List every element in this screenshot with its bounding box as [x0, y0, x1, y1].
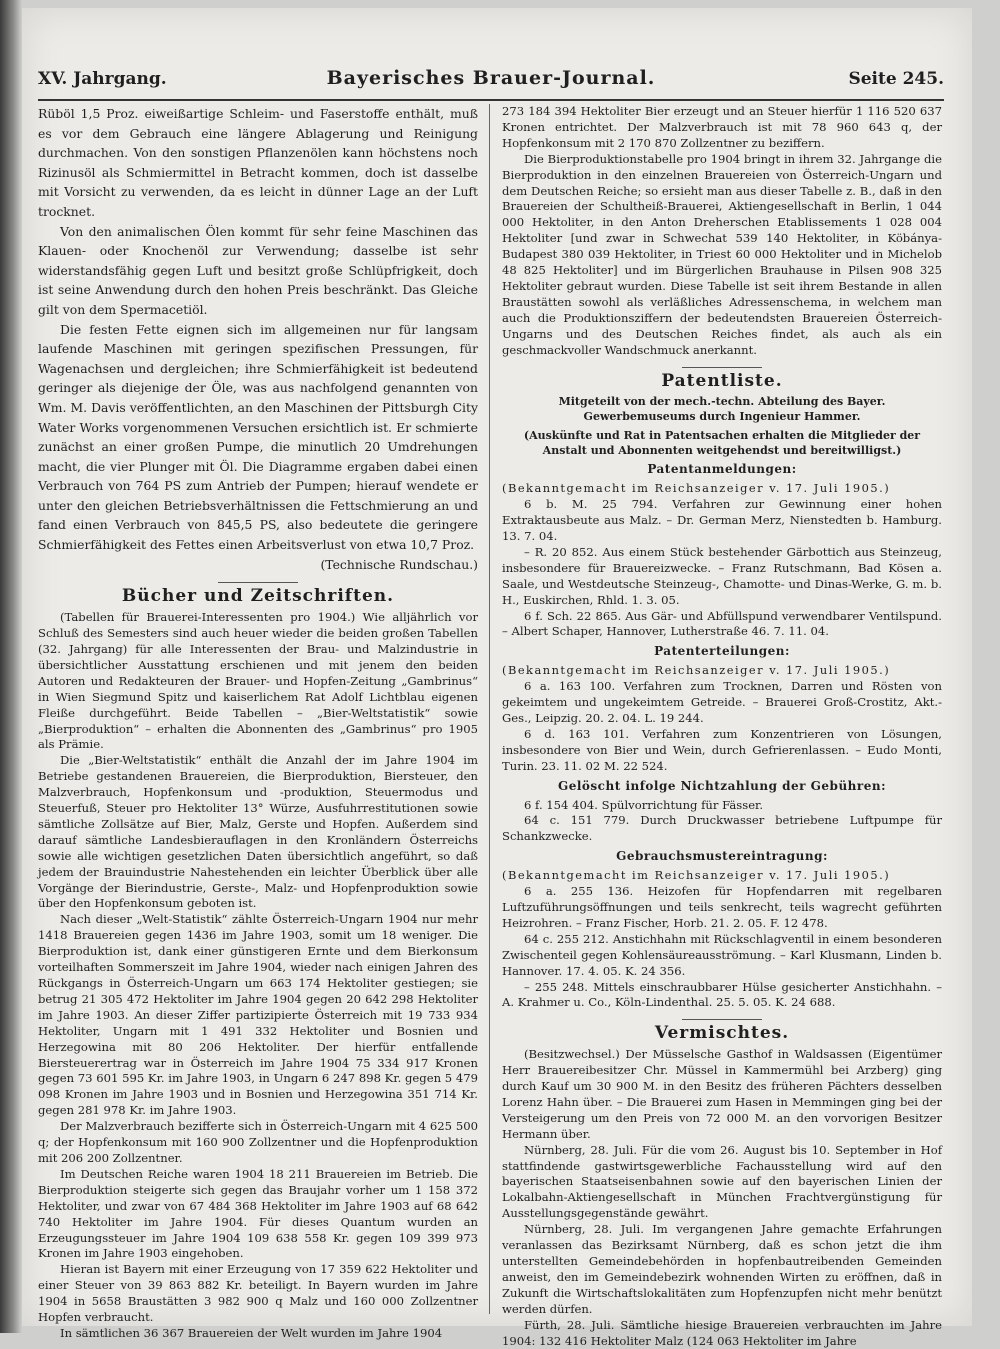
- patent-entry: 6 b. M. 25 794. Verfahren zur Gewinnung einer hohen Extraktausbeute aus Malz. – Dr. German Merz, Nienstedten b. Hamburg. 13. 7. 04.: [502, 497, 942, 544]
- paragraph: 273 184 394 Hektoliter Bier erzeugt und an Steuer hierfür 1 116 520 637 Kronen entrichtet. Der Malzverbrauch ist mit 78 960 643 q, der Hopfenkonsum mit 2 170 870 Zollzentner zu beziffern.: [502, 104, 942, 150]
- patent-entry: – 255 248. Mittels einschraubbarer Hülse gesicherter Anstichhahn. – A. Krahmer u. Co., Köln-Lindenthal. 25. 5. 05. K. 24 688.: [502, 979, 942, 1010]
- section-rule: [682, 1019, 762, 1020]
- section-rule: [218, 582, 298, 583]
- paragraph: Nach dieser „Welt-Statistik“ zählte Österreich-Ungarn 1904 nur mehr 1418 Brauereien gegen 1436 im Jahre 1903, somit um 18 weniger. Die Bierproduktion ist, dank einer günstigeren Ernte und dem Bierkonsum vorteilhaften Sommerszeit im Jahre 1904, wieder nach einigen Jahren des Rückgangs in Österreich-Ungarn um 663 174 Hektoliter gestiegen; sie betrug 21 305 472 Hektoliter im Jahre 1904 gegen 20 642 298 Hektoliter im Jahre 1903. An dieser Ziffer partizipierte Österreich mit 19 733 934 Hektoliter, Ungarn mit 1 491 332 Hektoliter und Bosnien und Herzegowina mit 80 206 Hektoliter. Der hierfür entfallende Biersteuerertrag war in Österreich im Jahre 1904 75 334 917 Kronen gegen 73 601 595 Kr. im Jahre 1903, in Ungarn 6 247 898 Kr. gegen 5 479 098 Kronen im Jahre 1903 und in Bosnien und Herzegowina 351 714 Kr. gegen 281 978 Kr. im Jahre 1903.: [38, 912, 478, 1118]
- newspaper-page: [22, 8, 972, 1348]
- subsection-erteilungen: Patenterteilungen:: [654, 644, 790, 659]
- publication-note: (Bekanntgemacht im Reichsanzeiger v. 17. Juli 1905.): [502, 663, 891, 678]
- paragraph: Von den animalischen Ölen kommt für sehr feine Maschinen das Klauen- oder Knochenöl zur Verwendung; dasselbe ist sehr widerstandsfähig gegen Luft und besitzt große Schlüpfrigkeit, doch ist seine Anwendung durch den hohen Preis beschränkt. Das Gleiche gilt von dem Spermacetiöl.: [38, 223, 478, 317]
- section-rule: [682, 367, 762, 368]
- news-item: Nürnberg, 28. Juli. Für die vom 26. August bis 10. September in Hof stattfindende gastwirtsgewerbliche Fachausstellung wird auf den bayerischen Staatseisenbahnen sowie auf den bayerischen Linien der Lokalbahn-Aktiengesellschaft in München Frachtvergünstigung für Ausstellungsgegenstände gewährt.: [502, 1142, 942, 1221]
- paragraph: Die Bierproduktionstabelle pro 1904 bringt in ihrem 32. Jahrgange die Bierproduktion in den einzelnen Brauereien von Österreich-Ungarn und dem Deutschen Reiche; so ersieht man aus dieser Tabelle z. B., daß in den Brauereien der Schultheiß-Brauerei, Aktiengesellschaft in Berlin, 1 044 000 Hektoliter, in den Anton Dreherschen Etablissements 1 028 004 Hektoliter [und zwar in Schwechat 539 140 Hektoliter, in Köbánya-Budapest 380 039 Hektoliter, in Triest 60 000 Hektoliter und in Michelob 48 825 Hektoliter] und im Bürgerlichen Brauhause in Pilsen 908 325 Hektoliter gebraut wurden. Diese Tabelle ist seit ihrem Bestande in allen Braustätten sowohl als verläßliches Adressenschema, in welchem man auch die Produktionsziffern der bedeutendsten Brauereien Österreich-Ungarns und des Deutschen Reiches findet, als auch als ein geschmackvoller Wandschmuck anerkannt.: [502, 151, 942, 357]
- patent-entry: 64 c. 151 779. Durch Druckwasser betriebene Luftpumpe für Schankzwecke.: [502, 813, 942, 844]
- page-number: Seite 245.: [848, 69, 944, 89]
- publication-note: (Bekanntgemacht im Reichsanzeiger v. 17. Juli 1905.): [502, 481, 891, 496]
- section-title-buecher: Bücher und Zeitschriften.: [121, 586, 395, 607]
- paragraph: Hieran ist Bayern mit einer Erzeugung von 17 359 622 Hektoliter und einer Steuer von 39 863 882 Kr. beteiligt. In Bayern wurden im Jahre 1904 in 5658 Braustätten 3 982 900 q Malz und 160 000 Zollzentner Hopfen verbraucht.: [38, 1262, 478, 1325]
- patent-entry: – R. 20 852. Aus einem Stück bestehender Gärbottich aus Steinzeug, insbesondere für Brauereizwecke. – Franz Rutschmann, Bad Kösen a. Saale, und Westdeutsche Steinzeug-, Chamotte- und Dinas-Werke, G. m. b. H., Euskirchen, Rhld. 1. 3. 05.: [502, 544, 942, 607]
- paragraph: Rüböl 1,5 Proz. eiweißartige Schleim- und Faserstoffe enthält, muß es vor dem Gebrauch eine längere Ablagerung und Reinigung durchmachen. Von den sonstigen Pflanzenölen kann höchstens noch Rizinusöl als Schmiermittel in Betracht kommen, doch ist dasselbe mit Vorsicht zu verwenden, da es leicht in dünner Lage an der Luft trocknet.: [38, 106, 478, 219]
- section-title-patentliste: Patentliste.: [661, 370, 783, 391]
- patent-attribution: Mitgeteilt von der mech.-techn. Abteilung des Bayer. Gewerbemuseums durch Ingenieur Hammer.: [558, 395, 886, 424]
- section-title-vermischtes: Vermischtes.: [654, 1023, 790, 1044]
- news-item: (Besitzwechsel.) Der Müsselsche Gasthof in Waldsassen (Eigentümer Herr Brauereibesitzer Chr. Müssel in Kammermühl bei Arzberg) ging durch Kauf um 30 900 M. in den Besitz des früheren Pächters desselben Lorenz Hahn über. – Die Brauerei zum Hasen in Memmingen ging bei der Versteigerung um den Preis von 72 000 M. an den vorvorigen Besitzer Hermann über.: [502, 1047, 942, 1141]
- paragraph: Im Deutschen Reiche waren 1904 18 211 Brauereien im Betrieb. Die Bierproduktion steigerte sich gegen das Braujahr vorher um 1 158 372 Hektoliter, und zwar von 67 484 368 Hektoliter im Jahre 1903 auf 68 642 740 Hektoliter im Jahre 1904. Für dieses Quantum wurden an Erzeugungssteuer im Jahre 1904 109 638 558 Kr. gegen 109 399 973 Kronen im Jahre 1903 eingehoben.: [38, 1166, 478, 1261]
- patent-entry: 6 f. Sch. 22 865. Aus Gär- und Abfüllspund verwendbarer Ventilspund. – Albert Schaper, Hannover, Lutherstraße 46. 7. 11. 04.: [502, 608, 942, 639]
- patent-notice: (Auskünfte und Rat in Patentsachen erhalten die Mitglieder der Anstalt und Abonnenten weitgehendst und bereitwilligst.): [523, 429, 921, 458]
- scan-edge: [0, 0, 22, 1333]
- publication-note: (Bekanntgemacht im Reichsanzeiger v. 17. Juli 1905.): [502, 868, 891, 883]
- patent-entry: 6 f. 154 404. Spülvorrichtung für Fässer.: [524, 797, 764, 812]
- source-citation: (Technische Rundschau.): [320, 556, 478, 572]
- subsection-gebrauchsmuster: Gebrauchsmustereintragung:: [616, 849, 828, 864]
- paragraph: (Tabellen für Brauerei-Interessenten pro 1904.) Wie alljährlich vor Schluß des Semesters sind auch heuer wieder die beiden großen Tabellen (32. Jahrgang) für alle Interessenten der Brau- und Malzindustrie in übersichtlicher Ausstattung erschienen und mit jenem den beiden Autoren und Redakteuren der Brauer- und Hopfen-Zeitung „Gambrinus“ in Wien Siegmund Spitz und kaiserlichem Rat Adolf Lichtblau eigenen Fleiße durchgeführt. Beide Tabellen – „Bier-Weltstatistik“ sowie „Bierproduktion“ – erhalten die Abonnenten des „Gambrinus“ pro 1905 als Prämie.: [38, 610, 478, 752]
- patent-entry: 6 d. 163 101. Verfahren zum Konzentrieren von Lösungen, insbesondere von Bier und Wein, durch Gefrierenlassen. – Eudo Monti, Turin. 23. 11. 02 M. 22 524.: [502, 726, 942, 773]
- patent-entry: 64 c. 255 212. Anstichhahn mit Rückschlagventil in einem besonderen Zwischenteil gegen Kohlensäureausströmung. – Karl Klusmann, Linden b. Hannover. 17. 4. 05. K. 24 356.: [502, 931, 942, 978]
- journal-title: Bayerisches Brauer-Journal.: [326, 67, 656, 89]
- left-column: [38, 104, 478, 1340]
- right-column: [502, 104, 942, 1348]
- paragraph: Der Malzverbrauch bezifferte sich in Österreich-Ungarn mit 4 625 500 q; der Hopfenkonsum mit 160 900 Zollzentner und die Hopfenproduktion mit 206 200 Zollzentner.: [38, 1119, 478, 1165]
- patent-entry: 6 a. 163 100. Verfahren zum Trocknen, Darren und Rösten von gekeimtem und ungekeimtem Getreide. – Brauerei Groß-Crostitz, Akt.-Ges., Leipzig. 20. 2. 04. L. 19 244.: [502, 679, 942, 725]
- paragraph: Die festen Fette eignen sich im allgemeinen nur für langsam laufende Maschinen mit geringen spezifischen Pressungen, für Wagenachsen und dergleichen; ihre Schmierfähigkeit ist bedeutend geringer als diejenige der Öle, was aus nachfolgend genannten von Wm. M. Davis veröffentlichten, an den Maschinen der Pittsburgh City Water Works vorgenommenen Versuchen ersichtlich ist. Er schmierte zunächst an einer großen Pumpe, die minutlich 20 Umdrehungen macht, die vier Plunger mit Öl. Die Diagramme ergaben dabei einen Verbrauch von 764 PS zum Antrieb der Pumpen; hierauf wendete er unter den gleichen Betriebsverhältnissen die Fettschmierung an und fand einen Verbrauch von 845,5 PS, also bedeutete die geringere Schmierfähigkeit des Fettes einen Arbeitsverlust von etwa 10,7 Proz.: [38, 321, 478, 553]
- news-item: Nürnberg, 28. Juli. Im vergangenen Jahre gemachte Erfahrungen veranlassen das Bezirksamt Nürnberg, daß es schon jetzt die ihm unterstellten Gemeindebehörden in hopfenbautreibenden Gemeinden anweist, den im Gemeindebezirk wohnenden Wirten zu eröffnen, daß in Zukunft die Wirtschaftslokalitäten zum Hopfenzupfen nicht mehr benützt werden dürfen.: [502, 1222, 942, 1316]
- column-divider: [489, 104, 490, 1314]
- volume-label: XV. Jahrgang.: [38, 69, 167, 89]
- paragraph: Die „Bier-Weltstatistik“ enthält die Anzahl der im Jahre 1904 im Betriebe gestandenen Brauereien, die Bierproduktion, Biersteuer, den Malzverbrauch, Hopfenkonsum und -produktion, Steuermodus und Steuerfuß, Steuer pro Hektoliter 13° Würze, Ausfuhrrestitutionen sowie sämtliche Zollsätze auf Bier, Malz, Gerste und Hopfen. Außerdem sind darauf sämtliche Landesbierauflagen in den Kronländern Österreichs sowie alle wichtigen gesetzlichen Daten übersichtlich angeführt, so daß jedem der Brauindustrie Nahestehenden ein leichter Überblick über alle Vorgänge der Bierindustrie, Gerste-, Malz- und Hopfenproduktion sowie über den Hopfenkonsum geboten ist.: [38, 753, 478, 911]
- subsection-geloescht: Gelöscht infolge Nichtzahlung der Gebühren:: [557, 778, 886, 793]
- paragraph: In sämtlichen 36 367 Brauereien der Welt wurden im Jahre 1904: [60, 1325, 443, 1340]
- news-item: Fürth, 28. Juli. Sämtliche hiesige Brauereien verbrauchten im Jahre 1904: 132 416 Hektoliter Malz (124 063 Hektoliter im Jahre: [502, 1317, 942, 1348]
- patent-entry: 6 a. 255 136. Heizofen für Hopfendarren mit regelbaren Luftzuführungsöffnungen und teils senkrecht, teils wagrecht geführten Heizrohren. – Franz Fischer, Horb. 21. 2. 05. F. 12 478.: [502, 884, 942, 930]
- page-header: [38, 63, 944, 101]
- subsection-anmeldungen: Patentanmeldungen:: [647, 462, 797, 477]
